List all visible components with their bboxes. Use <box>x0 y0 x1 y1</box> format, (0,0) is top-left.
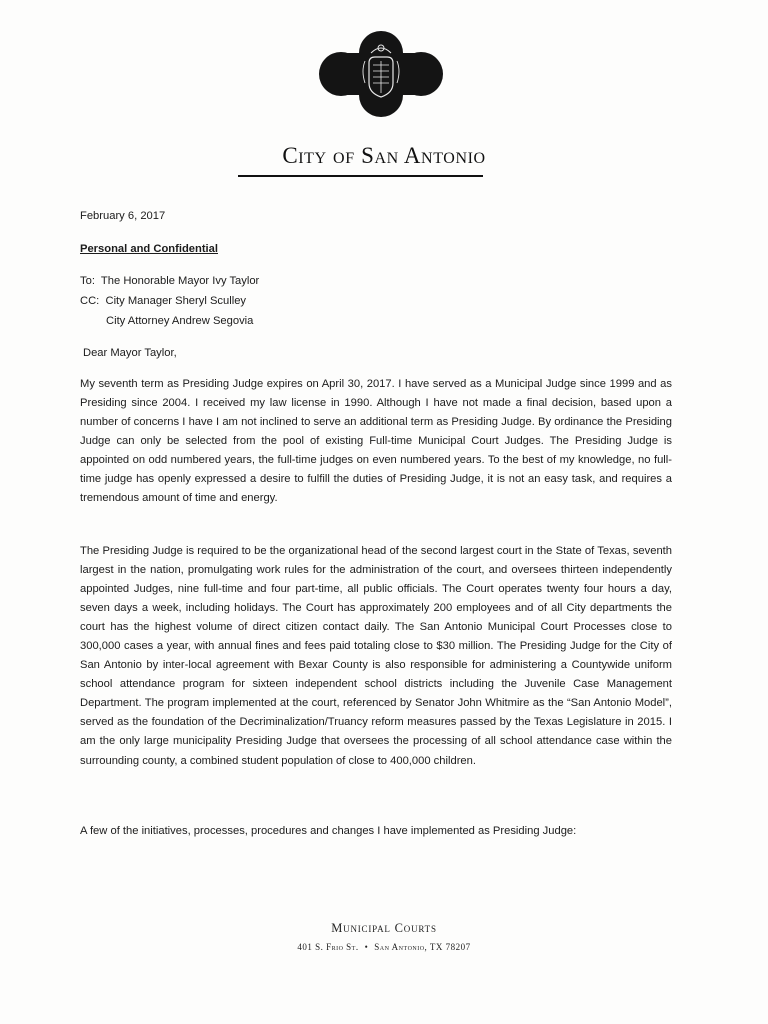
footer-city: San Antonio, TX 78207 <box>374 942 471 952</box>
footer-address <box>0 942 768 952</box>
cc-line-2: City Attorney Andrew Segovia <box>106 315 254 327</box>
footer-street: 401 S. Frio St. <box>297 942 359 952</box>
body-paragraph-2: The Presiding Judge is required to be the organizational head of the second largest court in the State of Texas, seventh largest in the nation, promulgating work rules for the administration of the court, and oversees thirteen independently appointed Judges, nine full-time and four part-time, all public officials. The Court operates twenty four hours a day, seven days a week, including holidays. The Court has approximately 200 employees and of all City departments the court has the highest volume of direct citizen contact daily. The San Antonio Municipal Court Processes close to 300,000 cases a year, with annual fines and fees paid totaling close to $30 million. The Presiding Judge for the City of San Antonio by inter-local agreement with Bexar County is also responsible for administering a Countywide uniform school attendance program for sixteen independent school districts including the Juvenile Case Management Department. The program implemented at the court, referenced by Senator John Whitmire as the “San Antonio Model”, served as the foundation of the Decriminalization/Truancy reform measures passed by the Texas Legislature in 2015. I am the only large municipality Presiding Judge that oversees the processing of all school attendance case within the surrounding county, a combined student population of close to 400,000 children. <box>80 545 672 767</box>
body-paragraph-3: A few of the initiatives, processes, procedures and changes I have implemented as Presiding Judge: <box>80 825 577 837</box>
letter-date: February 6, 2017 <box>80 210 166 222</box>
confidential-heading: Personal and Confidential <box>80 243 218 255</box>
city-seal-icon <box>319 31 443 117</box>
city-title: City of San Antonio <box>282 143 486 168</box>
salutation: Dear Mayor Taylor, <box>83 347 177 359</box>
recipient-line: To: The Honorable Mayor Ivy Taylor <box>80 275 260 287</box>
footer-department: Municipal Courts <box>331 921 437 935</box>
body-paragraph-1: My seventh term as Presiding Judge expires on April 30, 2017. I have served as a Municipal Judge since 1999 and as Presiding since 2004. I received my law license in 1990. Although I have not made a final decision, based upon a number of concerns I have I am not inclined to serve an additional term as Presiding Judge. By ordinance the Presiding Judge can only be selected from the pool of existing Full-time Municipal Court Judges. The Presiding Judge is appointed on odd numbered years, the full-time judges on even numbered years. To the best of my knowledge, no full-time judge has openly expressed a desire to fulfill the duties of Presiding Judge, it is not an easy task, and requires a tremendous amount of time and energy. <box>80 378 672 505</box>
footer-bullet: • <box>364 942 369 952</box>
title-underline <box>238 175 483 177</box>
cc-line: CC: City Manager Sheryl Sculley <box>80 295 247 307</box>
